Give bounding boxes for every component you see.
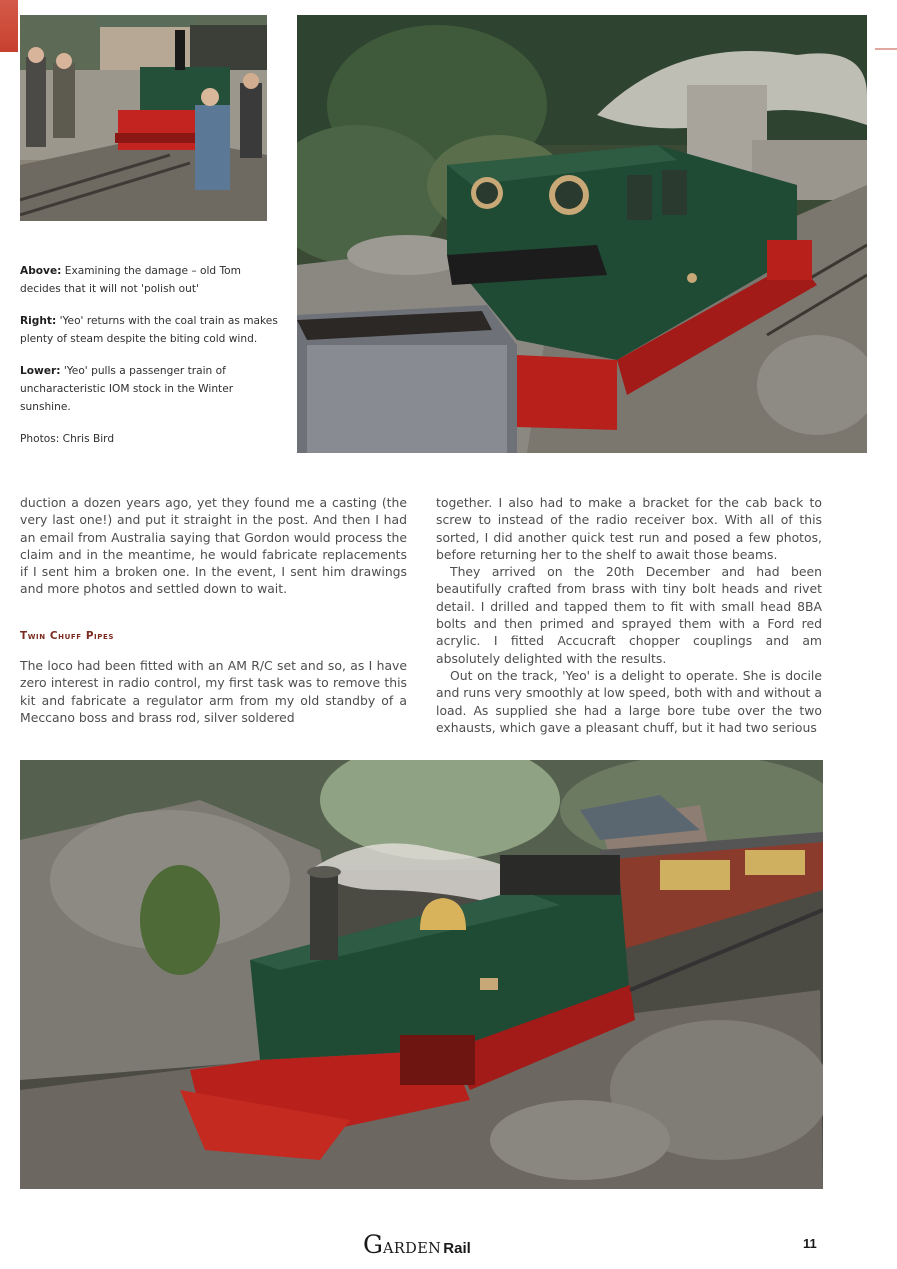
paragraph: Out on the track, 'Yeo' is a delight to operate. She is docile and runs very smoothly at low speed, both with and without a load. As supplied she had a large bore tube over the two exhausts, which gave a pleasant chuff, but it had two serious (436, 667, 822, 735)
garden-rail-logo (363, 1232, 471, 1258)
paragraph: duction a dozen years ago, yet they found me a casting (the very last one!) and put it straight in the post. And then I had an email from Australia saying that Gordon would process the claim and in the meantime, he would fabricate replacements if I sent him a broken one. In the event, I sent him drawings and more photos and settled down to wait. (20, 495, 407, 597)
photo-yeo-coal-train (297, 15, 867, 453)
caption-right (20, 312, 278, 348)
page-number: 11 (803, 1236, 817, 1251)
edge-tick-mark (875, 48, 897, 50)
caption-above-label: Above: (20, 265, 62, 277)
paragraph: together. I also had to make a bracket for the cab back to screw to instead of the radio receiver box. With all of this sorted, I did another quick test run and posed a few photos, before returning her to the shelf to await those beams. (436, 495, 822, 562)
caption-right-text: 'Yeo' returns with the coal train as makes plenty of steam despite the biting cold wind. (20, 315, 278, 345)
photo-captions (20, 262, 278, 462)
caption-right-label: Right: (20, 315, 57, 327)
caption-lower-text: 'Yeo' pulls a passenger train of uncharacteristic IOM stock in the Winter sunshine. (20, 365, 234, 413)
photo-credit: Photos: Chris Bird (20, 433, 115, 445)
logo-wordmark-arden: ARDEN (382, 1241, 442, 1257)
caption-lower-label: Lower: (20, 365, 61, 377)
paragraph: The loco had been fitted with an AM R/C set and so, as I have zero interest in radio control, my first task was to remove this kit and fabricate a regulator arm from my old standby of a Meccano boss and brass rod, silver soldered (20, 658, 407, 725)
caption-above (20, 262, 278, 298)
caption-lower (20, 362, 278, 416)
logo-initial: G (363, 1230, 383, 1259)
caption-above-text: Examining the damage – old Tom decides that it will not 'polish out' (20, 265, 241, 295)
corner-accent-band (0, 0, 18, 52)
section-subheading: Twin Chuff Pipes (20, 629, 115, 642)
article-column-left (20, 494, 407, 726)
photo-yeo-passenger-train (20, 760, 823, 1189)
paragraph: They arrived on the 20th December and had been beautifully crafted from brass with tiny bolt heads and rivet detail. I drilled and tapped them to fit with small head 8BA bolts and then primed and sprayed them with a Ford red acrylic. I fitted Accucraft chopper couplings and am absolutely delighted with the results. (436, 564, 822, 666)
article-column-right (436, 494, 822, 736)
logo-wordmark-rail: Rail (443, 1240, 471, 1257)
photo-old-tom-examining (20, 15, 267, 221)
